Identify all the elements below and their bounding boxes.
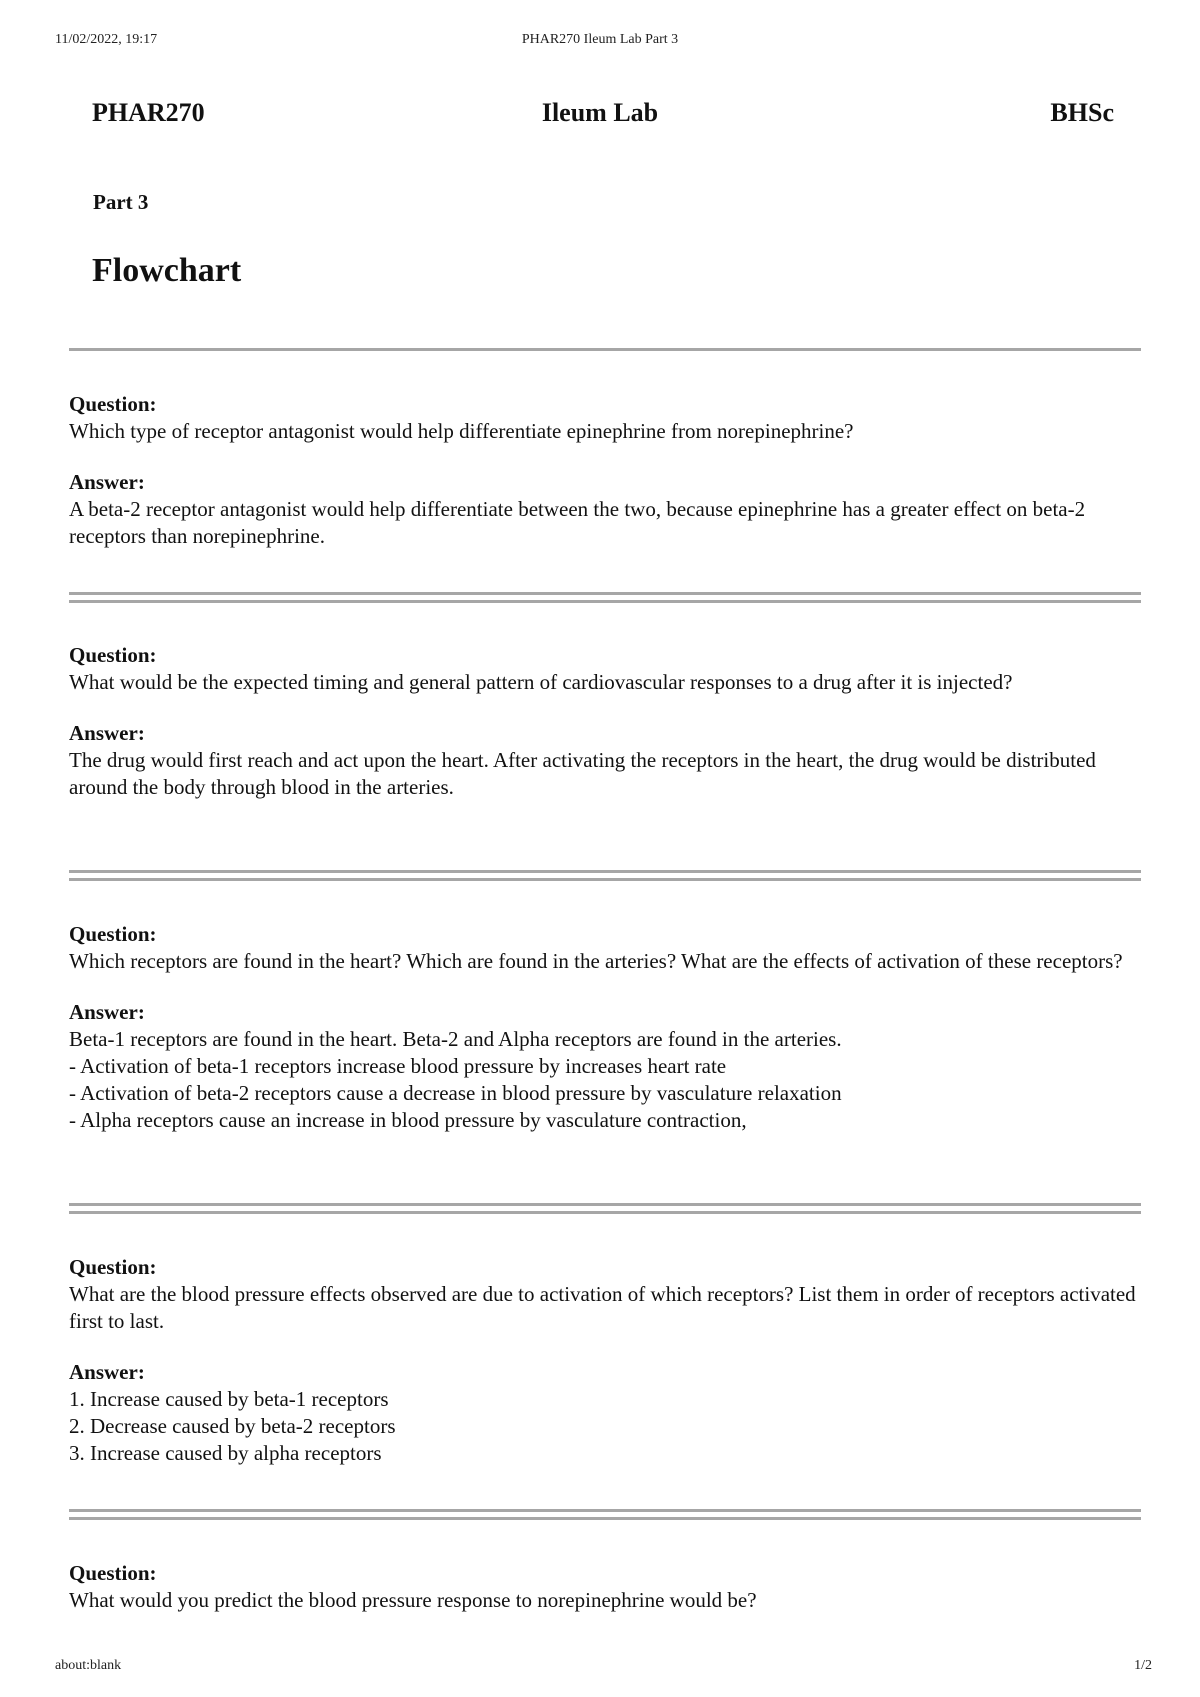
question-label: Question: <box>69 1255 157 1279</box>
question-text: Which type of receptor antagonist would help differentiate epinephrine from norepinephrine? <box>69 419 854 443</box>
answer-text: A beta-2 receptor antagonist would help differentiate between the two, because epinephrine has a greater effect on beta-2 receptors than norepinephrine. <box>69 497 1086 548</box>
qa-block <box>69 391 1144 550</box>
answer-label: Answer: <box>69 721 145 745</box>
part-label: Part 3 <box>93 190 149 214</box>
print-url: about:blank <box>55 1658 122 1673</box>
answer-text: Beta-1 receptors are found in the heart. Beta-2 and Alpha receptors are found in the arteries. - Activation of beta-1 receptors increase blood pressure by increases heart rate - Activation of beta-2 receptors cause a decrease in blood pressure by vasculature relaxation - Alpha receptors cause an increase in blood pressure by vasculature contraction, <box>69 1027 842 1132</box>
qa-block <box>69 1254 1144 1467</box>
section-divider <box>69 592 1141 603</box>
section-divider <box>69 348 1141 351</box>
qa-block <box>69 921 1144 1134</box>
section-divider <box>69 1509 1141 1520</box>
answer-label: Answer: <box>69 1000 145 1024</box>
section-divider <box>69 1203 1141 1214</box>
document-header <box>0 98 1200 134</box>
qa-block <box>69 1560 1144 1614</box>
question-text: Which receptors are found in the heart? Which are found in the arteries? What are the effects of activation of these receptors? <box>69 949 1123 973</box>
print-datetime: 11/02/2022, 19:17 <box>55 32 158 47</box>
answer-text: 1. Increase caused by beta-1 receptors 2. Decrease caused by beta-2 receptors 3. Increase caused by alpha receptors <box>69 1387 396 1465</box>
answer-label: Answer: <box>69 470 145 494</box>
program-name: BHSc <box>1050 98 1114 127</box>
question-text: What would you predict the blood pressure response to norepinephrine would be? <box>69 1588 757 1612</box>
page-title: Flowchart <box>92 252 242 289</box>
qa-block <box>69 642 1144 801</box>
question-label: Question: <box>69 643 157 667</box>
page-number: 1/2 <box>1134 1658 1152 1673</box>
question-text: What would be the expected timing and general pattern of cardiovascular responses to a drug after it is injected? <box>69 670 1013 694</box>
question-label: Question: <box>69 922 157 946</box>
answer-text: The drug would first reach and act upon the heart. After activating the receptors in the heart, the drug would be distributed around the body through blood in the arteries. <box>69 748 1096 799</box>
question-text: What are the blood pressure effects observed are due to activation of which receptors? List them in order of receptors activated first to last. <box>69 1282 1136 1333</box>
print-page-title: PHAR270 Ileum Lab Part 3 <box>521 32 679 47</box>
question-label: Question: <box>69 1561 157 1585</box>
section-divider <box>69 870 1141 881</box>
answer-label: Answer: <box>69 1360 145 1384</box>
course-code: PHAR270 <box>92 98 205 127</box>
question-label: Question: <box>69 392 157 416</box>
lab-name: Ileum Lab <box>541 98 659 127</box>
